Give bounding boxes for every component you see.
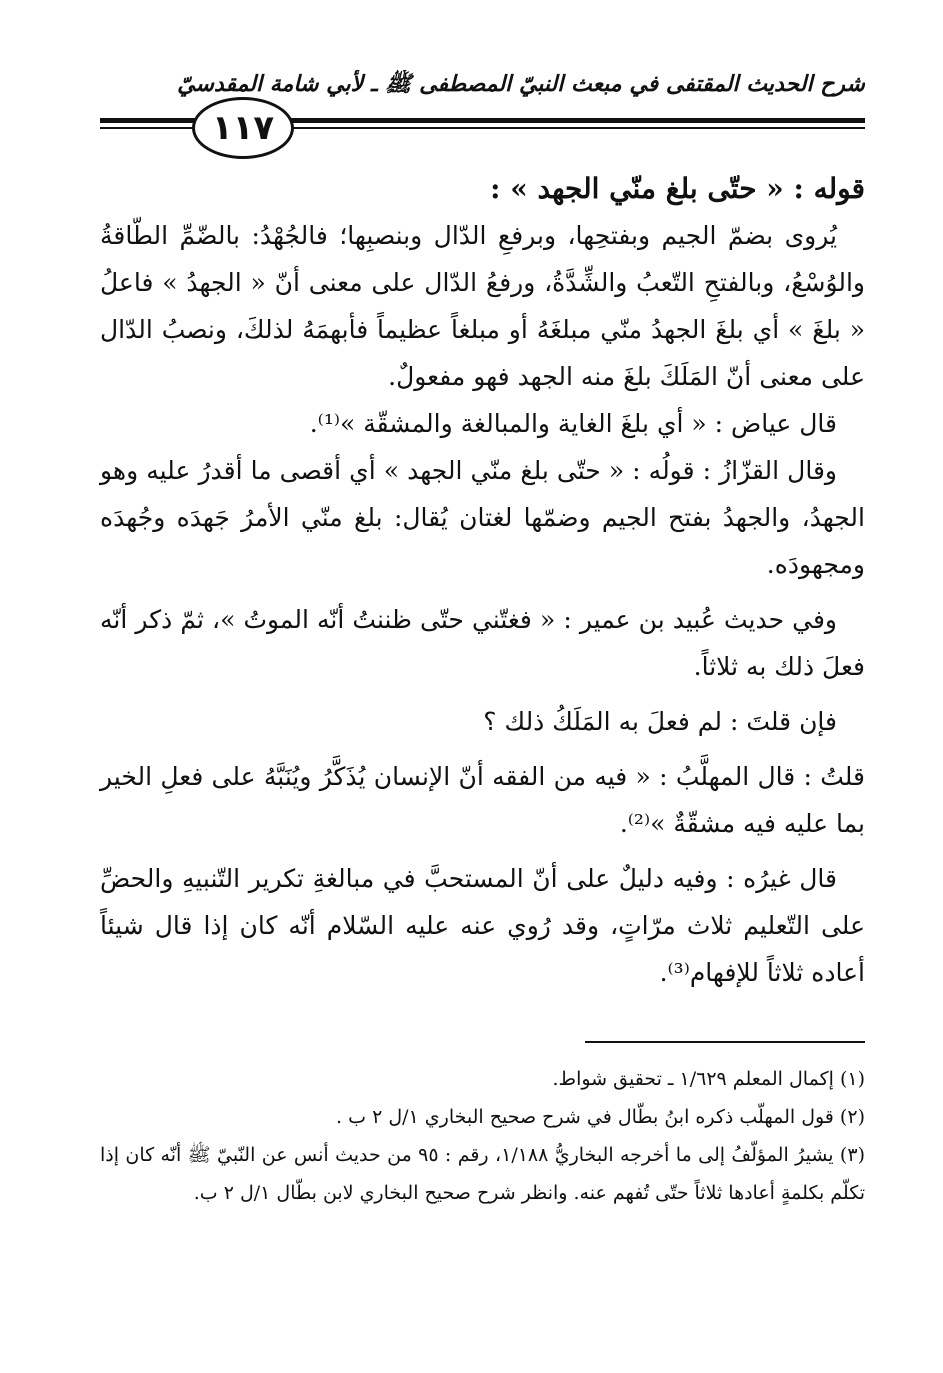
section-heading: قوله : « حتّى بلغ منّي الجهد » :	[490, 172, 865, 205]
footnote: (٢) قول المهلّب ذكره ابنُ بطّال في شرح صحيح البخاري ١/ل ٢ ب .	[336, 1106, 865, 1128]
footnotes	[100, 1060, 865, 1212]
paragraph: فإن قلتَ : لم فعلَ به المَلَكُ ذلك ؟	[483, 707, 837, 736]
running-header: شرح الحديث المقتفى في مبعث النبيّ المصطفى ﷺ ـ لأبي شامة المقدسيّ	[177, 71, 865, 97]
paragraph: يُروى بضمّ الجيم وبفتحِها، وبرفعِ الدّال وبنصبِها؛ فالجُهْدُ: بالضّمِّ الطّاقةُ والوُسْعُ، وبالفتحِ التّعبُ والشِّدَّةُ، ورفعُ الدّال على معنى أنّ « الجهدُ » فاعلُ « بلغَ » أي بلغَ الجهدُ منّي مبلغَهُ أو مبلغاً عظيماً فأبهمَهُ لذلكَ، ونصبُ الدّال على معنى أنّ المَلَكَ بلغَ منه الجهد فهو مفعولٌ.	[100, 221, 865, 391]
main-text	[100, 165, 865, 996]
paragraph: قال غيرُه : وفيه دليلٌ على أنّ المستحبَّ في مبالغةِ تكرير التّنبيهِ والحضِّ على التّعليم ثلاث مرّاتٍ، وقد رُوي عنه عليه السّلام أنّه كان إذا قال شيئاً أعاده ثلاثاً للإفهام⁽³⁾.	[100, 864, 865, 987]
paragraph: قال عياض : « أي بلغَ الغاية والمبالغة والمشقّة »⁽¹⁾.	[309, 409, 837, 438]
paragraph: قلتُ : قال المهلَّبُ : « فيه من الفقه أنّ الإنسان يُذَكَّرُ ويُنَبَّهُ على فعلِ الخير بما عليه فيه مشقّةٌ »⁽²⁾.	[100, 762, 865, 838]
page-number-badge: ١١٧	[192, 97, 294, 159]
footnote: (٣) يشيرُ المؤلّفُ إلى ما أخرجه البخاريُّ ١/١٨٨، رقم : ٩٥ من حديث أنس عن النّبيّ ﷺ أنّه كان إذا تكلّم بكلمةٍ أعادها ثلاثاً حتّى تُفهم عنه. وانظر شرح صحيح البخاري لابن بطّال ١/ل ٢ ب.	[100, 1144, 865, 1204]
footnote-separator	[585, 1041, 865, 1043]
paragraph: وفي حديث عُبيد بن عمير : « فغتّني حتّى ظننتُ أنّه الموتُ »، ثمّ ذكر أنّه فعلَ ذلك به ثلاثاً.	[100, 605, 865, 681]
footnote: (١) إكمال المعلم ١/٦٢٩ ـ تحقيق شواط.	[552, 1068, 865, 1090]
paragraph: وقال القزّازُ : قولُه : « حتّى بلغ منّي الجهد » أي أقصى ما أقدرُ عليه وهو الجهدُ، والجهدُ بفتح الجيم وضمّها لغتان يُقال: بلغ منّي الأمرُ جَهدَه وجُهدَه ومجهودَه.	[100, 456, 865, 579]
